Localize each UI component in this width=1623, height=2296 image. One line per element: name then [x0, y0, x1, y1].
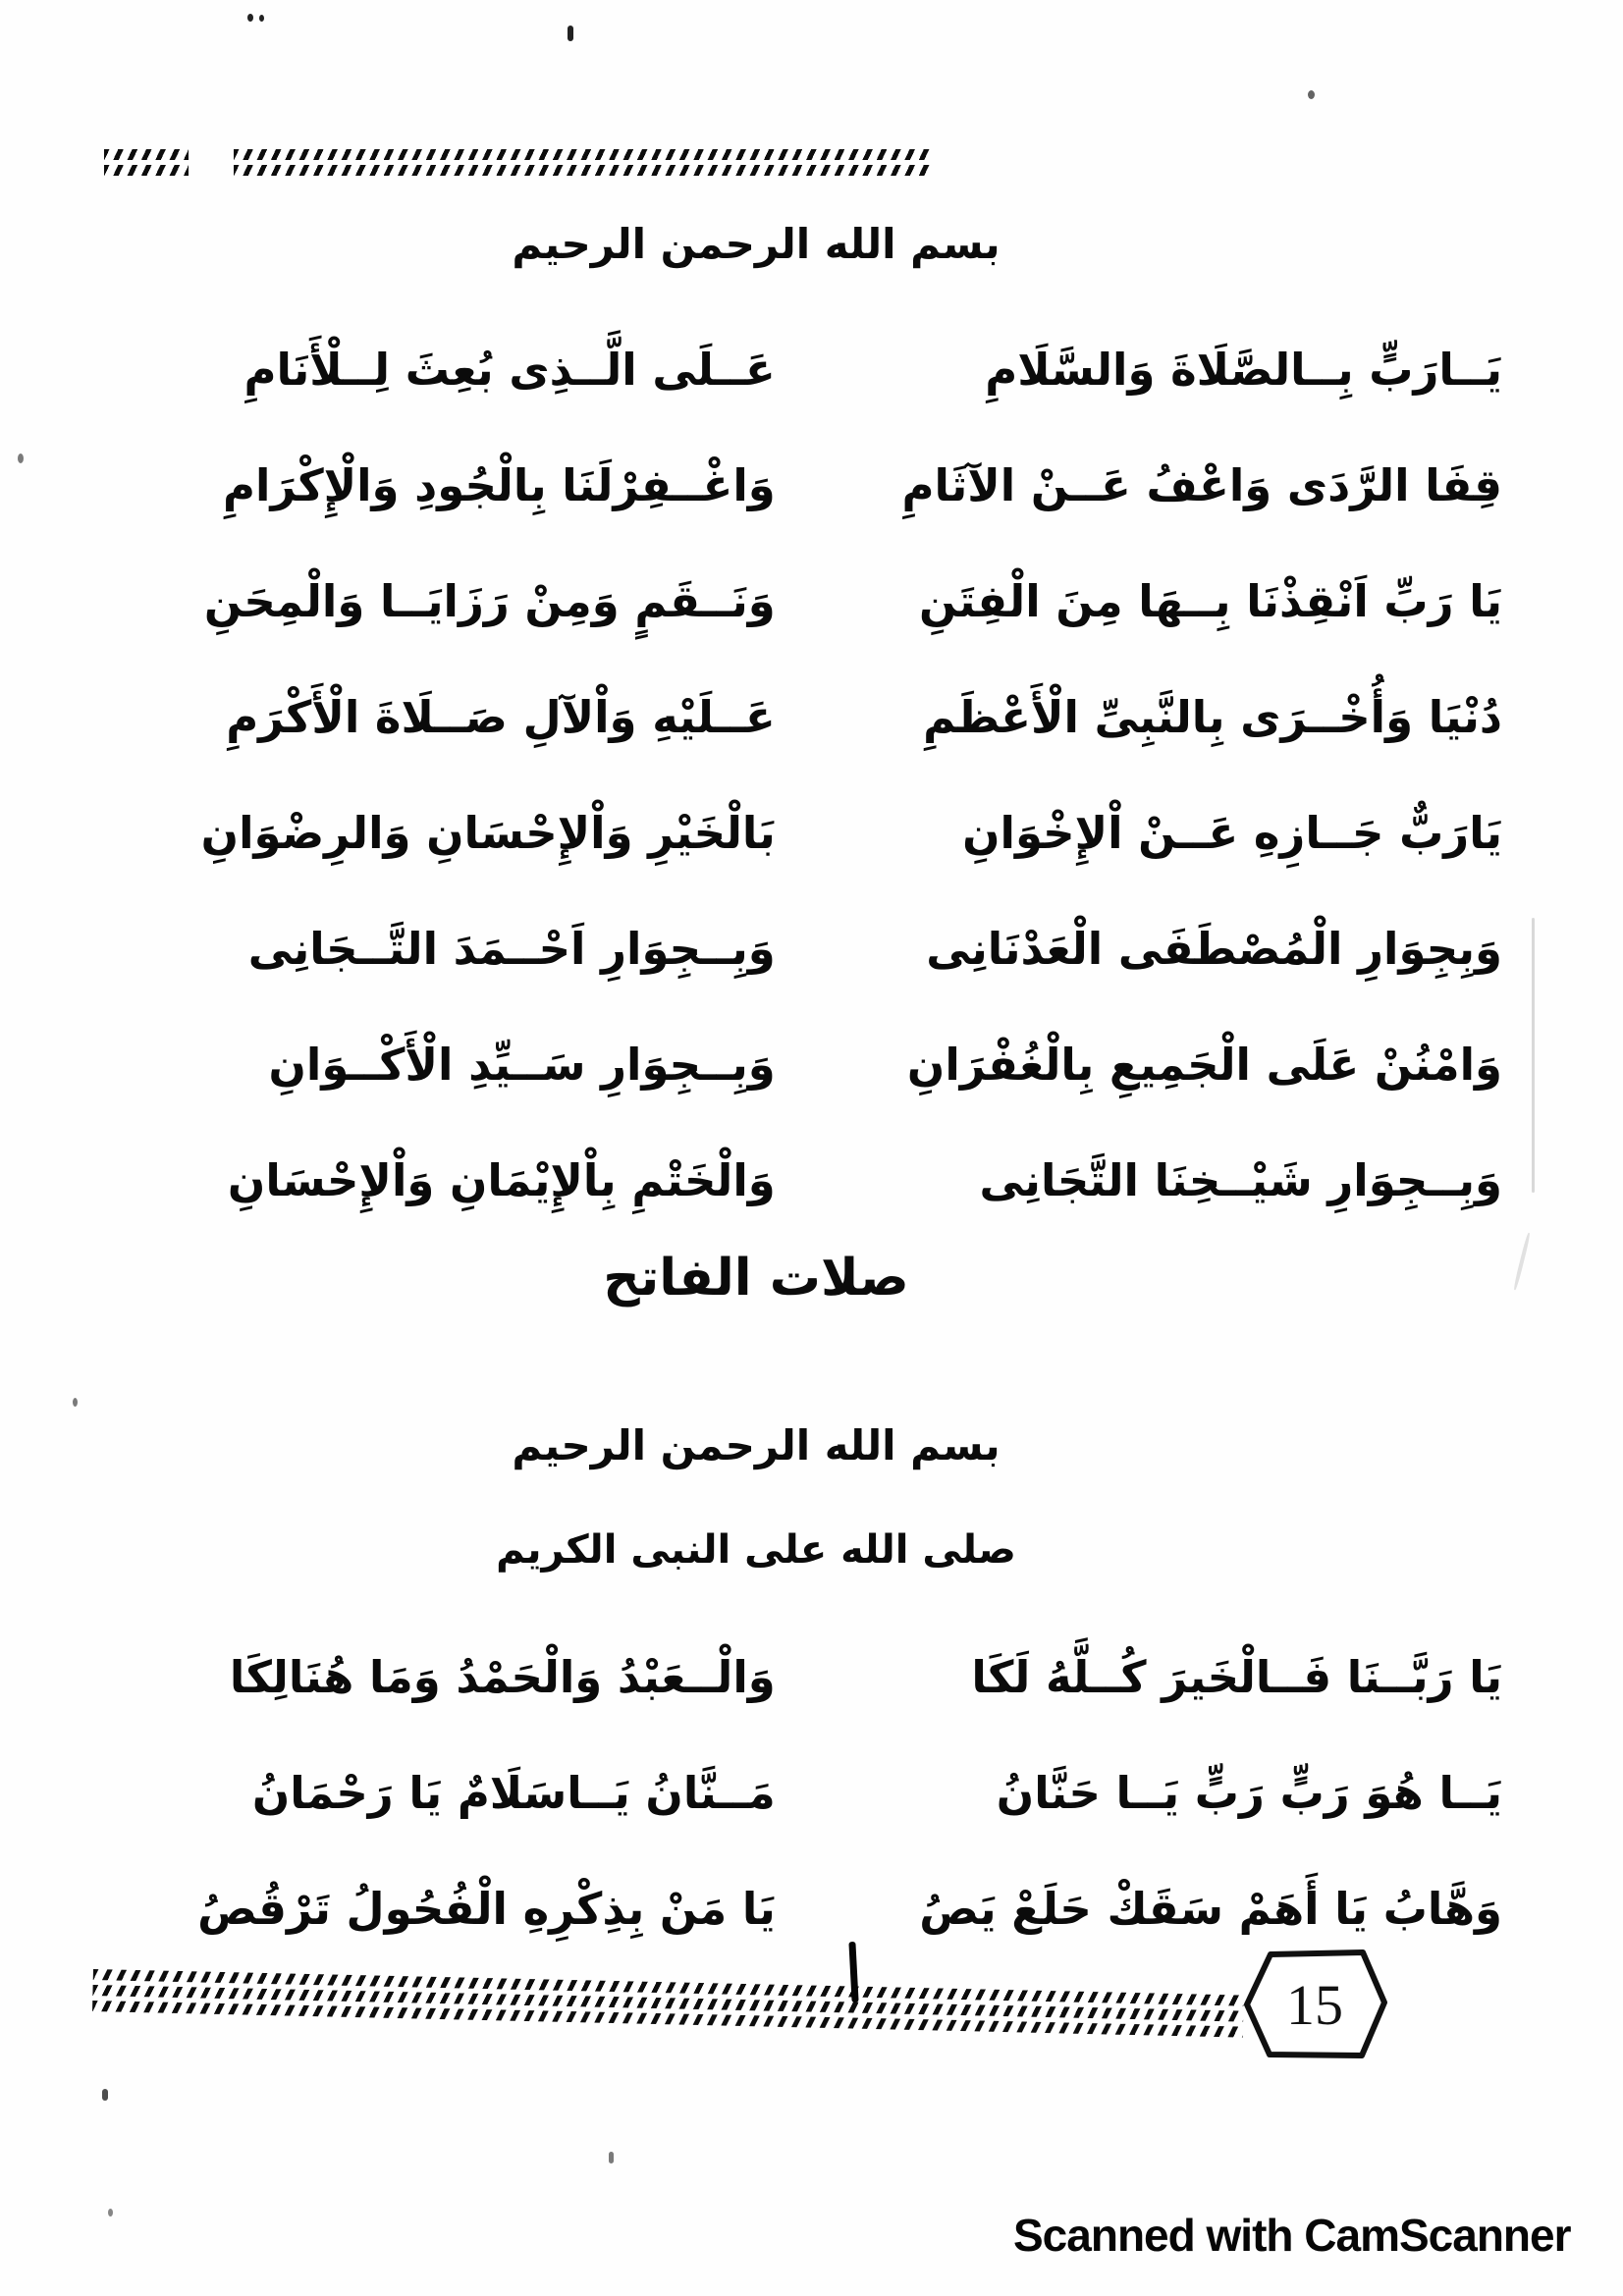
scan-speck — [247, 14, 253, 22]
hemistich-right: يَا رَبَّــنَا فَــالْخَيرَ كُــلَّهُ لَكَا — [971, 1651, 1502, 1704]
scan-speck — [568, 26, 573, 41]
scan-edge-shadow — [1513, 1232, 1531, 1290]
scan-speck — [609, 2152, 614, 2163]
scan-speck — [73, 1398, 78, 1407]
top-rule-short-segment — [104, 149, 189, 176]
verse-line — [126, 660, 1502, 775]
scan-edge-shadow — [1532, 918, 1535, 1193]
hemistich-right: وَامْنُنْ عَلَى الْجَمِيعِ بِالْغُفْرَانِ — [906, 1039, 1502, 1092]
hemistich-right: يَارَبٌّ جَــازِهِ عَــنْ اْلإِخْوَانِ — [962, 807, 1502, 860]
hemistich-left: مَــنَّانُ يَــاسَلَامٌ يَا رَحْمَانُ — [251, 1767, 776, 1820]
poem-section-2 — [126, 1620, 1502, 1967]
page-number-badge — [1239, 1946, 1390, 2063]
section-heading: صلات الفاتح — [603, 1249, 909, 1308]
verse-line — [126, 428, 1502, 544]
verse-line — [126, 1620, 1502, 1735]
top-decorative-rule — [104, 149, 933, 176]
watermark-text: Scanned with CamScanner — [1013, 2210, 1571, 2261]
hemistich-right: وَهَّابُ يَا أَهَمْ سَقَكْ حَلَعْ يَصُ — [919, 1883, 1502, 1936]
hemistich-left: وَبِــجِوَارِ اَحْــمَدَ التَّــجَانِى — [247, 923, 776, 976]
poem-section-1 — [126, 312, 1502, 1239]
hemistich-left: وَنَــقَمٍ وَمِنْ رَزَايَــا وَالْمِحَنِ — [203, 575, 776, 628]
hemistich-left: وَالْخَتْمِ بِاْلإِيْمَانِ وَاْلإِحْسَانِ — [227, 1154, 776, 1207]
scan-speck — [1308, 90, 1315, 99]
tasliya-line: صلى الله على النبى الكريم — [496, 1527, 1016, 1573]
scan-speck — [259, 15, 264, 22]
dashed-line — [234, 149, 933, 160]
hemistich-right: وَبِجِوَارِ الْمُصْطَفَى الْعَدْنَانِى — [926, 923, 1502, 976]
hemistich-right: يَــارَبٍّ بِــالصَّلَاةَ وَالسَّلَامِ — [985, 344, 1502, 397]
verse-line — [126, 312, 1502, 428]
page-number: 15 — [1286, 1972, 1343, 2037]
verse-line — [126, 1735, 1502, 1851]
dashed-line — [234, 165, 933, 176]
verse-line — [126, 1123, 1502, 1239]
dashed-line — [104, 165, 189, 176]
hemistich-right: يَــا هُوَ رَبٍّ رَبٍّ يَــا حَنَّانُ — [996, 1767, 1502, 1820]
bottom-decorative-rule — [92, 1969, 1244, 2038]
basmala-line: بسم الله الرحمن الرحيم — [512, 220, 1001, 268]
basmala-line: بسم الله الرحمن الرحيم — [512, 1421, 1001, 1469]
scan-speck — [18, 454, 24, 463]
hemistich-right: يَا رَبِّ اَنْقِذْنَا بِــهَا مِنَ الْفِتَنِ — [919, 575, 1502, 628]
hemistich-left: عَــلَيْهِ وَاْلآلِ صَــلَاةَ الْأَكْرَمِ — [226, 691, 776, 744]
hemistich-left: يَا مَنْ بِذِكْرِهِ الْفُحُولُ تَرْقُصُ — [197, 1883, 776, 1936]
hemistich-right: قِفَا الرَّدَى وَاعْفُ عَــنْ الآثَامِ — [901, 459, 1502, 512]
hemistich-right: دُنْيَا وَأُخْــرَى بِالنَّبِىِّ الْأَعْظَمِ — [923, 691, 1502, 744]
hemistich-right: وَبِــجِوَارِ شَيْــخِنَا التَّجَانِى — [979, 1154, 1502, 1207]
scan-speck — [102, 2089, 108, 2101]
scan-speck — [108, 2209, 113, 2216]
hemistich-left: وَبِــجِوَارِ سَــيِّدِ الْأَكْــوَانِ — [268, 1039, 776, 1092]
verse-line — [126, 1007, 1502, 1123]
verse-line — [126, 891, 1502, 1007]
verse-line — [126, 775, 1502, 891]
hemistich-left: وَالْــعَبْدُ وَالْحَمْدُ وَمَا هُنَالِكَا — [229, 1651, 776, 1704]
top-rule-long-segment — [234, 149, 933, 176]
hemistich-left: بَالْخَيْرِ وَاْلإِحْسَانِ وَالرِضْوَانِ — [200, 807, 776, 860]
verse-line — [126, 544, 1502, 660]
hemistich-left: وَاغْــفِرْلَنَا بِالْجُودِ وَالْإِكْرَامِ — [223, 459, 776, 512]
dashed-line — [104, 149, 189, 160]
hemistich-left: عَــلَى الَّــذِى بُعِثَ لِــلْأَنَامِ — [243, 344, 776, 397]
